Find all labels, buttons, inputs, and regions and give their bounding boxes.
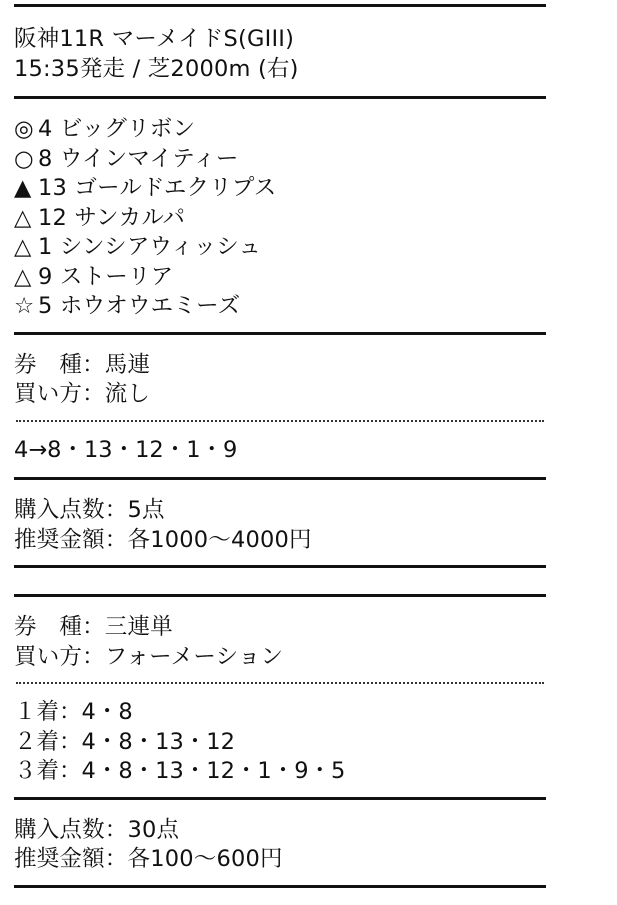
- race-title: 阪神11R マーメイドS(GIII): [14, 26, 295, 52]
- race-header: [14, 7, 546, 96]
- bet1-points: 購入点数：5点: [14, 497, 165, 523]
- pick-taikou: [14, 145, 546, 175]
- pick-mark: △: [14, 204, 32, 231]
- bet2-first: １着：4・8: [14, 699, 133, 725]
- pick-mark: ○: [14, 145, 34, 172]
- pick-renka: [14, 204, 546, 234]
- bet2-points: 購入点数：30点: [14, 816, 180, 843]
- bet2-method: 買い方：フォーメーション: [14, 643, 284, 670]
- pick-renka: [14, 263, 546, 293]
- bet2-summary: [14, 800, 546, 885]
- bet1-method: 買い方：流し: [14, 381, 151, 407]
- bet1-combination-block: [14, 422, 546, 478]
- bet2-info: [14, 597, 546, 682]
- race-subtitle: 15:35発走 / 芝2000m (右): [14, 55, 299, 82]
- bet2-formation: [14, 684, 546, 797]
- pick-mark: △: [14, 263, 32, 290]
- bet1-info: [14, 335, 546, 420]
- pick-mark: ☆: [14, 293, 35, 319]
- bet2-second: ２着：4・8・13・12: [14, 728, 235, 755]
- pick-tanana: [14, 174, 546, 204]
- bet1-combination: 4→8・13・12・1・9: [14, 436, 238, 463]
- bet2-type: 券 種：三連単: [14, 614, 173, 640]
- pick-horse: 12 サンカルパ: [38, 204, 186, 231]
- bet2-amount: 推奨金額：各100～600円: [14, 846, 283, 872]
- pick-mark: △: [14, 234, 32, 260]
- pick-mark: ◎: [14, 116, 34, 142]
- pick-honmei: [14, 115, 546, 145]
- divider: [14, 885, 546, 888]
- pick-hoshi: [14, 292, 546, 322]
- spacer: [14, 568, 546, 594]
- bet1-amount: 推奨金額：各1000～4000円: [14, 526, 312, 553]
- prediction-card: [14, 0, 546, 888]
- bet1-type: 券 種：馬連: [14, 351, 151, 378]
- pick-horse: 8 ウインマイティー: [38, 145, 239, 172]
- bet2-third: ３着：4・8・13・12・1・9・5: [14, 758, 346, 784]
- pick-mark: ▲: [14, 175, 32, 201]
- pick-horse: 13 ゴールドエクリプス: [38, 175, 277, 201]
- picks-list: [14, 99, 546, 332]
- bet1-summary: [14, 480, 546, 565]
- pick-horse: 4 ビッグリボン: [38, 116, 196, 142]
- pick-renka: [14, 233, 546, 263]
- pick-horse: 5 ホウオウエミーズ: [38, 293, 241, 319]
- pick-horse: 1 シンシアウィッシュ: [38, 234, 262, 260]
- pick-horse: 9 ストーリア: [38, 263, 174, 290]
